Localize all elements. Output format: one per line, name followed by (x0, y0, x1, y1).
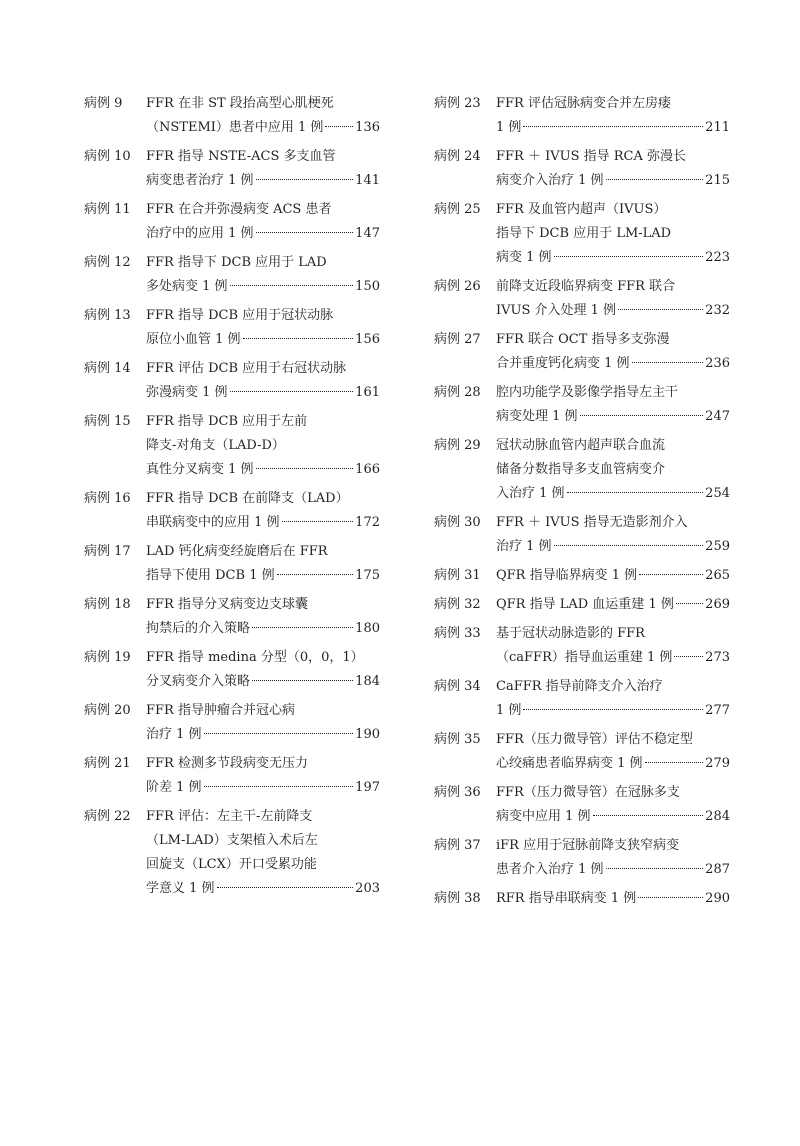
dot-leader (554, 545, 704, 546)
title-line: 1 例 (496, 703, 522, 718)
toc-entry (84, 145, 380, 193)
page-number: 175 (355, 568, 380, 583)
toc-entry-title (146, 752, 380, 800)
title-line: FFR 指导 NSTE-ACS 多支血管 (146, 149, 336, 164)
dot-leader (204, 733, 354, 734)
page-number: 284 (705, 809, 730, 824)
title-line-with-page (496, 593, 730, 617)
title-line-with-page (496, 887, 730, 911)
title-line: 病变患者治疗 1 例 (146, 173, 254, 188)
case-number: 病例 34 (434, 679, 481, 694)
case-number: 病例 18 (84, 597, 131, 612)
title-line-with-page (496, 805, 730, 829)
toc-entry (84, 646, 380, 694)
dot-leader (638, 897, 703, 898)
page-number: 265 (705, 568, 730, 583)
title-line: 冠状动脉血管内超声联合血流 (496, 438, 666, 453)
title-line: 治疗 1 例 (496, 539, 552, 554)
toc-left-column (84, 92, 380, 906)
title-line: FFR 评估 DCB 应用于右冠状动脉 (146, 361, 347, 376)
dot-leader (256, 232, 354, 233)
toc-entry (84, 805, 380, 901)
toc-entry-title (146, 304, 380, 352)
case-number: 病例 38 (434, 891, 481, 906)
page-number: 203 (355, 881, 380, 896)
title-line-with-page (146, 458, 380, 482)
toc-entry (434, 834, 730, 882)
page-number: 254 (705, 486, 730, 501)
title-line: iFR 应用于冠脉前降支狭窄病变 (496, 838, 680, 853)
title-line-with-page (496, 699, 730, 723)
toc-entry-title (146, 357, 380, 405)
dot-leader (639, 574, 703, 575)
title-line: FFR 指导 DCB 应用于左前 (146, 414, 308, 429)
title-line-with-page (496, 352, 730, 376)
case-number: 病例 22 (84, 809, 131, 824)
title-line-with-page (496, 564, 730, 588)
title-line: FFR 及血管内超声（IVUS） (496, 202, 667, 217)
title-line: FFR ＋ IVUS 指导无造影剂介入 (496, 515, 688, 530)
page-number: 287 (705, 862, 730, 877)
title-line: 多处病变 1 例 (146, 279, 228, 294)
dot-leader (580, 415, 704, 416)
case-number: 病例 10 (84, 149, 131, 164)
title-line: （caFFR）指导血运重建 1 例 (496, 650, 673, 665)
toc-entry-title (496, 145, 730, 193)
page-number: 290 (705, 891, 730, 906)
toc-entry (434, 198, 730, 270)
title-line: FFR（压力微导管）在冠脉多支 (496, 785, 680, 800)
toc-entry-title (496, 564, 730, 588)
case-number: 病例 31 (434, 568, 481, 583)
title-line: 病变 1 例 (496, 250, 552, 265)
toc-entry (84, 410, 380, 482)
toc-entry-title (496, 198, 730, 270)
case-number: 病例 25 (434, 202, 481, 217)
title-line: 学意义 1 例 (146, 881, 215, 896)
dot-leader (593, 815, 704, 816)
case-number: 病例 33 (434, 626, 481, 641)
title-line: 入治疗 1 例 (496, 486, 565, 501)
title-line: FFR 指导 DCB 在前降支（LAD） (146, 491, 349, 506)
toc-entry-title (496, 511, 730, 559)
title-line: 回旋支（LCX）开口受累功能 (146, 857, 317, 872)
title-line: FFR 指导 DCB 应用于冠状动脉 (146, 308, 334, 323)
toc-entry (434, 511, 730, 559)
page-number: 150 (355, 279, 380, 294)
title-line-with-page (496, 299, 730, 323)
dot-leader (277, 574, 354, 575)
title-line: 指导下 DCB 应用于 LM-LAD (496, 226, 672, 241)
page-number: 273 (705, 650, 730, 665)
title-line: 指导下使用 DCB 1 例 (146, 568, 275, 583)
toc-entry (84, 357, 380, 405)
title-line: 串联病变中的应用 1 例 (146, 515, 280, 530)
toc-entry (434, 622, 730, 670)
case-number: 病例 24 (434, 149, 481, 164)
title-line: LAD 钙化病变经旋磨后在 FFR (146, 544, 328, 559)
dot-leader (282, 521, 354, 522)
toc-entry-title (496, 675, 730, 723)
toc-entry-title (496, 622, 730, 670)
title-line-with-page (146, 776, 380, 800)
title-line: （LM-LAD）支架植入术后左 (146, 833, 318, 848)
case-number: 病例 36 (434, 785, 481, 800)
toc-entry (434, 145, 730, 193)
dot-leader (204, 786, 354, 787)
case-number: 病例 20 (84, 703, 131, 718)
title-line: FFR 评估：左主干-左前降支 (146, 809, 313, 824)
toc-entry (84, 593, 380, 641)
toc-entry (434, 564, 730, 588)
dot-leader (230, 391, 354, 392)
page-number: 180 (355, 621, 380, 636)
title-line-with-page (146, 877, 380, 901)
title-line-with-page (496, 169, 730, 193)
page-number: 232 (705, 303, 730, 318)
title-line-with-page (496, 858, 730, 882)
title-line: 拘禁后的介入策略 (146, 621, 251, 636)
title-line: FFR 评估冠脉病变合并左房瘘 (496, 96, 671, 111)
title-line-with-page (496, 535, 730, 559)
toc-entry-title (146, 198, 380, 246)
title-line-with-page (146, 328, 380, 352)
dot-leader (645, 762, 704, 763)
toc-entry (84, 699, 380, 747)
toc-entry-title (496, 381, 730, 429)
title-line-with-page (146, 723, 380, 747)
title-line-with-page (496, 752, 730, 776)
title-line-with-page (146, 116, 380, 140)
case-number: 病例 19 (84, 650, 131, 665)
title-line: FFR 在合并弥漫病变 ACS 患者 (146, 202, 332, 217)
page-number: 247 (705, 409, 730, 424)
toc-entry-title (146, 540, 380, 588)
toc-entry (84, 487, 380, 535)
case-number: 病例 23 (434, 96, 481, 111)
toc-entry (434, 381, 730, 429)
title-line-with-page (146, 670, 380, 694)
toc-entry (434, 728, 730, 776)
case-number: 病例 35 (434, 732, 481, 747)
title-line: 阶差 1 例 (146, 780, 202, 795)
dot-leader (606, 179, 704, 180)
toc-entry-title (496, 434, 730, 506)
title-line: FFR（压力微导管）评估不稳定型 (496, 732, 693, 747)
title-line: IVUS 介入处理 1 例 (496, 303, 617, 318)
title-line: 前降支近段临界病变 FFR 联合 (496, 279, 676, 294)
toc-entry (434, 887, 730, 911)
toc-entry (434, 434, 730, 506)
page-number: 269 (705, 597, 730, 612)
title-line-with-page (496, 246, 730, 270)
title-line-with-page (146, 617, 380, 641)
case-number: 病例 29 (434, 438, 481, 453)
dot-leader (567, 492, 704, 493)
case-number: 病例 30 (434, 515, 481, 530)
page-number: 279 (705, 756, 730, 771)
title-line: FFR 指导 medina 分型（0，0，1） (146, 650, 364, 665)
case-number: 病例 37 (434, 838, 481, 853)
title-line: FFR 联合 OCT 指导多支弥漫 (496, 332, 670, 347)
dot-leader (523, 126, 703, 127)
page-number: 215 (705, 173, 730, 188)
toc-entry-title (496, 887, 730, 911)
dot-leader (256, 179, 354, 180)
toc-entry-title (496, 593, 730, 617)
case-number: 病例 32 (434, 597, 481, 612)
page-number: 172 (355, 515, 380, 530)
title-line: 1 例 (496, 120, 522, 135)
case-number: 病例 13 (84, 308, 131, 323)
title-line: （NSTEMI）患者中应用 1 例 (146, 120, 324, 135)
title-line: CaFFR 指导前降支介入治疗 (496, 679, 663, 694)
title-line-with-page (496, 405, 730, 429)
title-line: 心绞痛患者临界病变 1 例 (496, 756, 643, 771)
title-line: FFR 检测多节段病变无压力 (146, 756, 308, 771)
toc-entry-title (146, 92, 380, 140)
case-number: 病例 15 (84, 414, 131, 429)
title-line: 病变处理 1 例 (496, 409, 578, 424)
dot-leader (243, 338, 354, 339)
page-number: 277 (705, 703, 730, 718)
title-line-with-page (496, 482, 730, 506)
dot-leader (523, 709, 703, 710)
title-line-with-page (146, 222, 380, 246)
title-line-with-page (496, 116, 730, 140)
title-line: 弥漫病变 1 例 (146, 385, 228, 400)
title-line: QFR 指导临界病变 1 例 (496, 568, 638, 583)
toc-entry-title (146, 699, 380, 747)
case-number: 病例 21 (84, 756, 131, 771)
dot-leader (676, 603, 703, 604)
toc-entry (434, 781, 730, 829)
toc-entry (84, 540, 380, 588)
dot-leader (256, 468, 354, 469)
toc-entry-title (146, 593, 380, 641)
title-line: FFR ＋ IVUS 指导 RCA 弥漫长 (496, 149, 686, 164)
toc-entry-title (146, 251, 380, 299)
title-line-with-page (146, 511, 380, 535)
toc-entry-title (496, 328, 730, 376)
title-line: 病变介入治疗 1 例 (496, 173, 604, 188)
title-line-with-page (146, 564, 380, 588)
page-number: 223 (705, 250, 730, 265)
toc-entry-title (146, 487, 380, 535)
title-line: 原位小血管 1 例 (146, 332, 241, 347)
toc-entry-title (146, 410, 380, 482)
case-number: 病例 9 (84, 96, 123, 111)
toc-entry-title (496, 728, 730, 776)
title-line: 腔内功能学及影像学指导左主干 (496, 385, 679, 400)
page-number: 211 (705, 120, 730, 135)
title-line: RFR 指导串联病变 1 例 (496, 891, 637, 906)
page-number: 190 (355, 727, 380, 742)
toc-entry-title (146, 646, 380, 694)
dot-leader (325, 126, 353, 127)
title-line: 患者介入治疗 1 例 (496, 862, 604, 877)
title-line: 治疗 1 例 (146, 727, 202, 742)
page-number: 161 (355, 385, 380, 400)
toc-entry (84, 304, 380, 352)
toc-entry-title (496, 92, 730, 140)
page-number: 147 (355, 226, 380, 241)
dot-leader (230, 285, 354, 286)
dot-leader (674, 656, 703, 657)
title-line: 病变中应用 1 例 (496, 809, 591, 824)
dot-leader (217, 887, 354, 888)
title-line: 真性分叉病变 1 例 (146, 462, 254, 477)
case-number: 病例 17 (84, 544, 131, 559)
toc-entry (434, 328, 730, 376)
case-number: 病例 16 (84, 491, 131, 506)
toc-entry-title (496, 834, 730, 882)
case-number: 病例 12 (84, 255, 131, 270)
toc-entry (434, 593, 730, 617)
title-line: 分叉病变介入策略 (146, 674, 251, 689)
dot-leader (252, 680, 353, 681)
case-number: 病例 11 (84, 202, 131, 217)
title-line: FFR 指导分叉病变边支球囊 (146, 597, 308, 612)
case-number: 病例 28 (434, 385, 481, 400)
page-number: 136 (355, 120, 380, 135)
toc-entry (434, 675, 730, 723)
toc-right-column (434, 92, 730, 916)
title-line-with-page (496, 646, 730, 670)
case-number: 病例 14 (84, 361, 131, 376)
page-number: 197 (355, 780, 380, 795)
toc-entry-title (146, 145, 380, 193)
page-number: 141 (355, 173, 380, 188)
title-line: 储备分数指导多支血管病变介 (496, 462, 666, 477)
title-line-with-page (146, 169, 380, 193)
title-line: FFR 在非 ST 段抬高型心肌梗死 (146, 96, 334, 111)
toc-entry (84, 92, 380, 140)
case-number: 病例 26 (434, 279, 481, 294)
toc-entry (84, 251, 380, 299)
page-number: 259 (705, 539, 730, 554)
dot-leader (632, 362, 704, 363)
page-number: 184 (355, 674, 380, 689)
toc-entry-title (146, 805, 380, 901)
title-line-with-page (146, 275, 380, 299)
case-number: 病例 27 (434, 332, 481, 347)
dot-leader (554, 256, 704, 257)
title-line: 降支-对角支（LAD-D） (146, 438, 285, 453)
toc-entry (84, 752, 380, 800)
title-line: FFR 指导肿瘤合并冠心病 (146, 703, 295, 718)
toc-entry-title (496, 275, 730, 323)
page-number: 236 (705, 356, 730, 371)
toc-entry (84, 198, 380, 246)
title-line: 治疗中的应用 1 例 (146, 226, 254, 241)
title-line: QFR 指导 LAD 血运重建 1 例 (496, 597, 674, 612)
toc-entry-title (496, 781, 730, 829)
title-line: 基于冠状动脉造影的 FFR (496, 626, 645, 641)
toc-entry (434, 92, 730, 140)
page-number: 156 (355, 332, 380, 347)
title-line-with-page (146, 381, 380, 405)
dot-leader (618, 309, 703, 310)
dot-leader (252, 627, 353, 628)
title-line: 合并重度钙化病变 1 例 (496, 356, 630, 371)
page-number: 166 (355, 462, 380, 477)
toc-entry (434, 275, 730, 323)
title-line: FFR 指导下 DCB 应用于 LAD (146, 255, 327, 270)
dot-leader (606, 868, 704, 869)
